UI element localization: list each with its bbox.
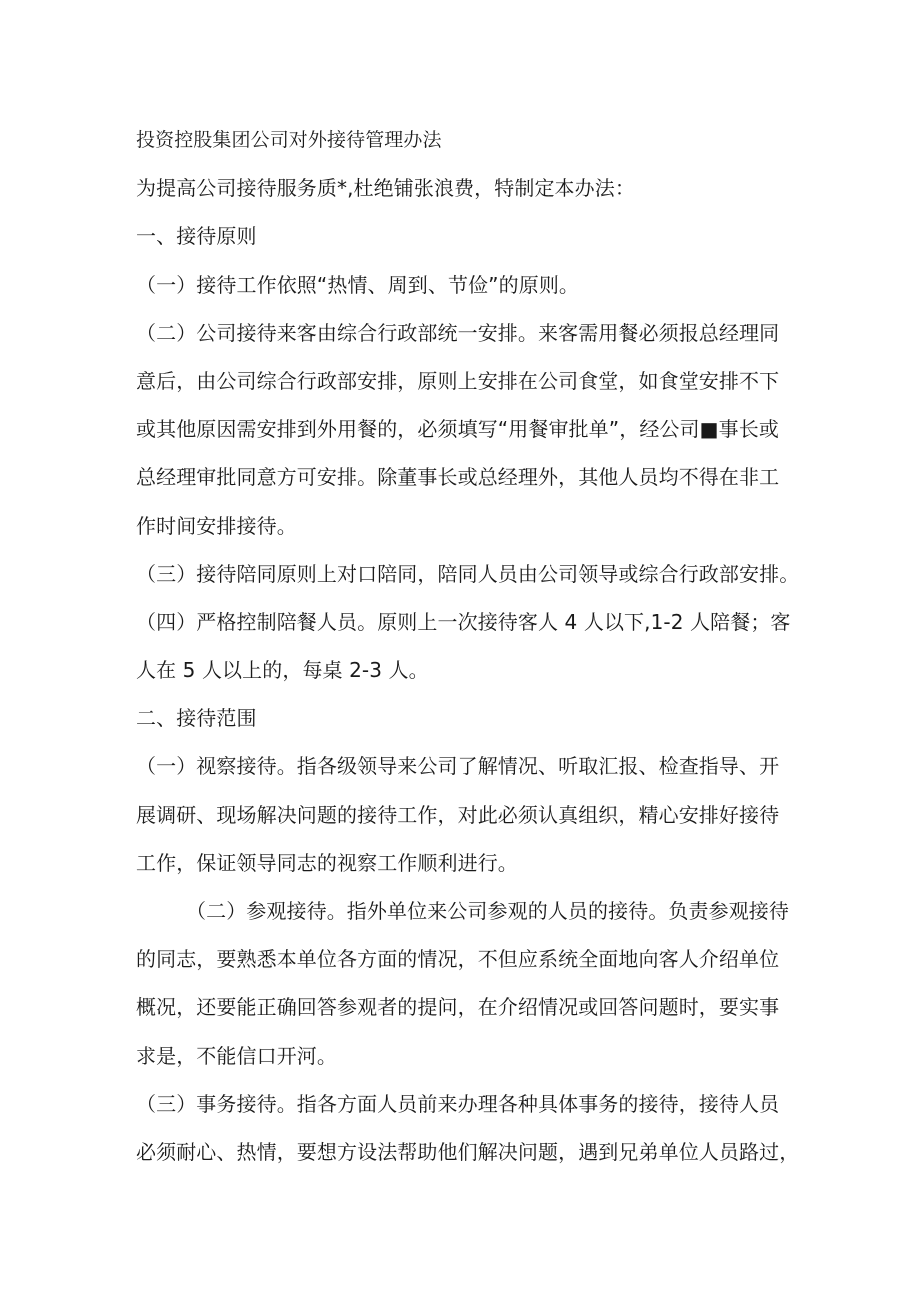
text-line: 的同志，要熟悉本单位各方面的情况，不但应系统全面地向客人介绍单位 xyxy=(136,947,780,972)
text-line: 概况，还要能正确回答参观者的提问，在介绍情况或回答问题时，要实事 xyxy=(136,995,780,1020)
text-line: 人在 5 人以上的，每桌 2-3 人。 xyxy=(136,658,429,683)
text-line: 工作，保证领导同志的视察工作顺利进行。 xyxy=(136,850,518,875)
intro-paragraph: 为提高公司接待服务质*,杜绝铺张浪费，特制定本办法： xyxy=(136,176,635,201)
text-line: 总经理审批同意方可安排。除董事长或总经理外，其他人员均不得在非工 xyxy=(136,465,780,490)
document-body xyxy=(136,116,800,1176)
text-line: （一）视察接待。指各级领导来公司了解情况、听取汇报、检查指导、开 xyxy=(136,754,780,779)
text-line: （四）严格控制陪餐人员。原则上一次接待客人 4 人以下,1-2 人陪餐；客 xyxy=(136,609,791,634)
text-line: 求是，不能信口开河。 xyxy=(136,1043,337,1068)
text-line: 意后，由公司综合行政部安排，原则上安排在公司食堂，如食堂安排不下 xyxy=(136,368,780,393)
document-title: 投资控股集团公司对外接待管理办法 xyxy=(136,129,442,151)
text-line: 或其他原因需安排到外用餐的，必须填写“用餐审批单”，经公司■事长或 xyxy=(136,417,779,442)
text-line: （一）接待工作依照“热情、周到、节俭”的原则。 xyxy=(136,272,580,297)
section-heading-reception-scope: 二、接待范围 xyxy=(136,706,257,731)
text-line: （三）事务接待。指各方面人员前来办理各种具体事务的接待，接待人员 xyxy=(136,1091,780,1116)
text-line: （二）参观接待。指外单位来公司参观的人员的接待。负责参观接待 xyxy=(186,899,789,923)
text-line: （二）公司接待来客由综合行政部统一安排。来客需用餐必须报总经理同 xyxy=(136,320,780,345)
section-heading-reception-principles: 一、接待原则 xyxy=(136,224,257,249)
text-line: 展调研、现场解决问题的接待工作，对此必须认真组织，精心安排好接待 xyxy=(136,802,780,827)
text-line: （三）接待陪同原则上对口陪同，陪同人员由公司领导或综合行政部安排。 xyxy=(136,561,800,586)
text-line: 作时间安排接待。 xyxy=(136,513,297,538)
text-line: 必须耐心、热情，要想方设法帮助他们解决问题，遇到兄弟单位人员路过， xyxy=(136,1139,800,1164)
